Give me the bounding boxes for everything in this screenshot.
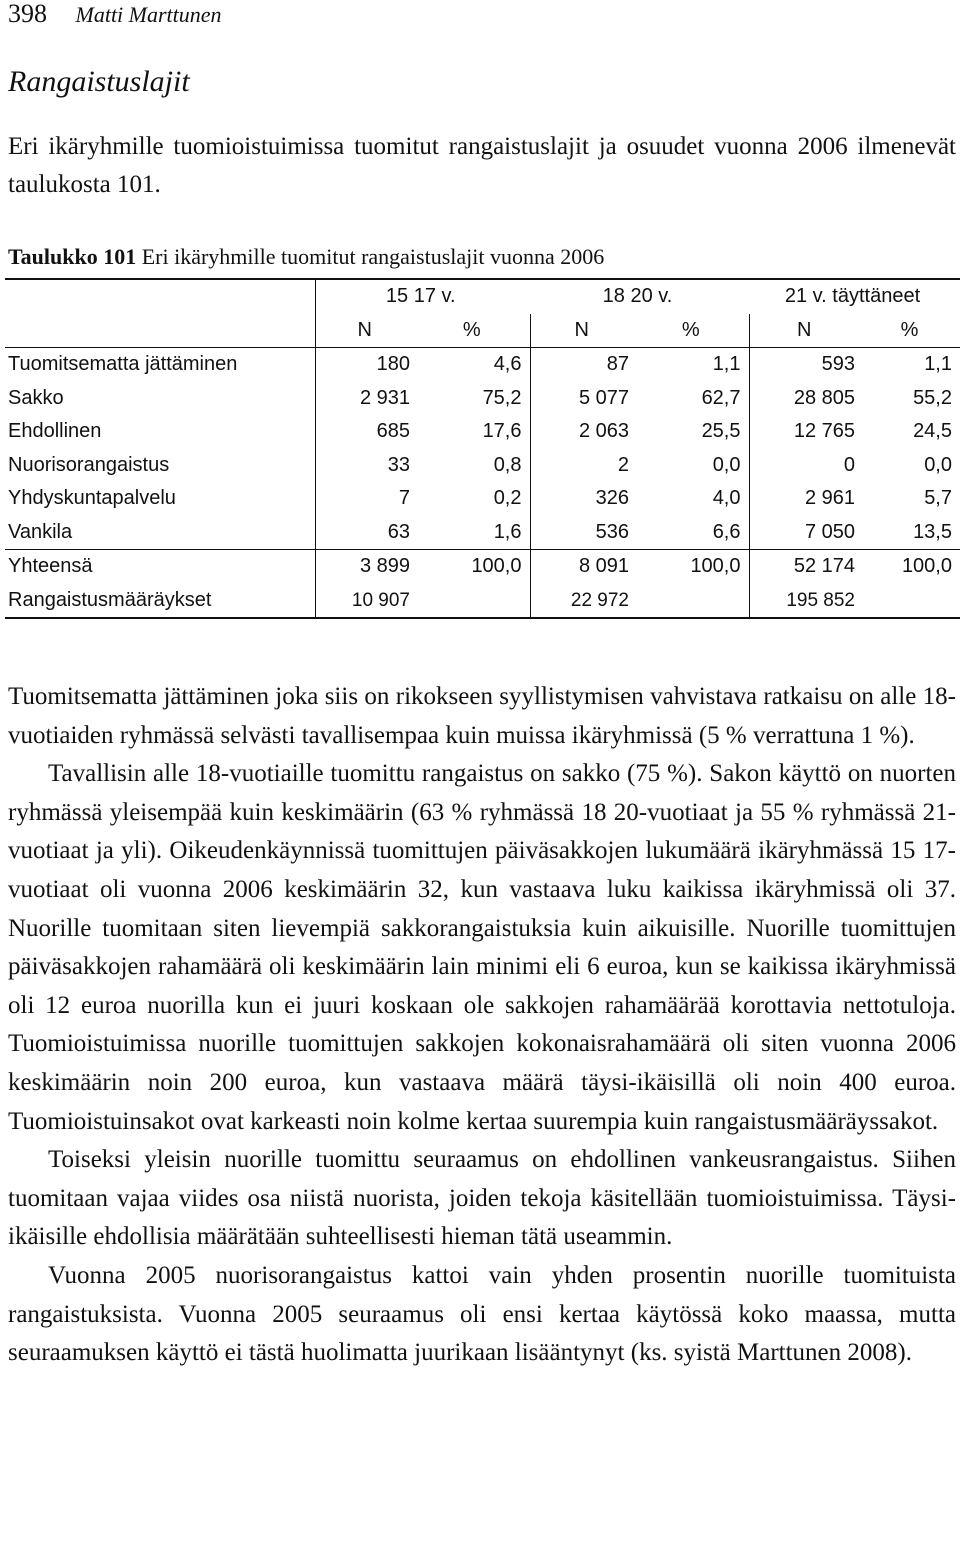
- cell-n: 180: [315, 348, 418, 382]
- section-title: Rangaistuslajit: [8, 65, 190, 98]
- cell-pct: 13,5: [913, 520, 952, 543]
- orders-n: 22 972: [530, 584, 637, 619]
- cell-pct: 6,6: [637, 516, 749, 550]
- running-head-author: Matti Marttunen: [75, 2, 222, 27]
- table-row: [5, 516, 960, 550]
- table-corner-cell: [5, 279, 315, 314]
- cell-pct: 4,6: [418, 348, 530, 382]
- row-label: Tuomitsematta jättäminen: [5, 348, 315, 382]
- table-group-header-row: [5, 279, 960, 314]
- cell-pct: 55,2: [913, 386, 952, 409]
- running-head: [8, 0, 222, 31]
- cell-n: 2 961: [804, 487, 855, 510]
- cell-n: 28 805: [793, 386, 855, 409]
- total-n: 8 091: [530, 550, 637, 584]
- cell-n: 7 050: [804, 520, 855, 543]
- cell-pct: 4,0: [637, 482, 749, 516]
- orders-n: 195 852: [749, 584, 863, 619]
- row-label: Sakko: [5, 382, 315, 416]
- table-caption-text: Eri ikäryhmille tuomitut rangaistuslajit vuonna 2006: [141, 244, 605, 269]
- row-label: Ehdollinen: [5, 415, 315, 449]
- row-label: Vankila: [5, 516, 315, 550]
- table-total-row: [5, 550, 960, 584]
- cell-n: 536: [595, 520, 629, 543]
- cell-pct: 17,6: [418, 415, 530, 449]
- body-paragraph: Vuonna 2005 nuorisorangaistus kattoi vain yhden prosentin nuorille tuomituista rangaistuksista. Vuonna 2005 seuraamus oli ensi kertaa käytössä koko maassa, mutta seuraamuksen käyttö ei tästä huolimatta juurikaan lisääntynyt (ks. syistä Marttunen 2008).: [8, 1261, 956, 1367]
- table-orders-row: [5, 584, 960, 619]
- cell-n: 87: [530, 348, 637, 382]
- cell-pct: 0,8: [418, 449, 530, 483]
- cell-n: 326: [595, 487, 629, 510]
- body-paragraph: Tavallisin alle 18-vuotiaille tuomittu rangaistus on sakko (75 %). Sakon käyttö on nuorten ryhmässä yleisempää kuin keskimäärin (63 % ryhmässä 18 20-vuotiaat ja 55 % ryhmässä 21-vuotiaat ja yli). Oikeudenkäynnissä tuomittujen päiväsakkojen lukumäärä ikäryhmässä 15 17-vuotiaat oli vuonna 2006 keskimäärin 32, kun vastaava luku kaikissa ikäryhmissä oli 37. Nuorille tuomitaan siten lievempiä sakkorangaistuksia kuin aikuisille. Nuorille tuomittujen päiväsakkojen rahamäärä oli keskimäärin lain minimi eli 6 euroa, kun se kaikissa ikäryhmissä oli 12 euroa nuorilla kun ei juuri koskaan ole sakkojen rahamäärää korottavia nettotuloja. Tuomioistuimissa nuorille tuomittujen sakkojen kokonaisrahamäärä oli siten vuonna 2006 keskimäärin noin 200 euroa, kun vastaava määrä täysi-ikäisillä oli noin 400 euroa. Tuomioistuinsakot ovat karkeasti noin kolme kertaa suurempia kuin rangaistusmääräyssakot.: [8, 760, 956, 1135]
- cell-n: 12 765: [793, 420, 855, 443]
- total-n: 3 899: [315, 550, 418, 584]
- total-pct: 100,0: [863, 550, 960, 584]
- subheader-n: N: [797, 318, 812, 341]
- group-header-15-17: 15 17 v.: [315, 279, 530, 314]
- subheader-pct: %: [637, 314, 749, 348]
- cell-pct: 75,2: [418, 382, 530, 416]
- row-label: Nuorisorangaistus: [5, 449, 315, 483]
- table-row: [5, 449, 960, 483]
- cell-n: 0: [843, 453, 855, 476]
- orders-n: 10 907: [315, 584, 418, 619]
- subheader-n: N: [357, 318, 372, 341]
- total-pct: 100,0: [418, 550, 530, 584]
- cell-n: 593: [749, 348, 863, 382]
- page-number: 398: [8, 0, 47, 28]
- cell-pct: 1,1: [863, 348, 960, 382]
- group-header-18-20: 18 20 v.: [530, 279, 749, 314]
- cell-pct: 62,7: [637, 382, 749, 416]
- table-row: [5, 415, 960, 449]
- cell-pct: 0,2: [418, 482, 530, 516]
- body-paragraph: Toiseksi yleisin nuorille tuomittu seuraamus on ehdollinen vankeusrangaistus. Siihen tuomitaan vajaa viides osa niistä nuorista, joiden tekoja käsitellään tuomioistuimissa. Täysi-ikäisille ehdollisia määrätään suhteellisesti hieman tätä useammin.: [8, 1146, 956, 1251]
- cell-n: 685: [376, 420, 410, 443]
- cell-n: 2 063: [578, 420, 629, 443]
- cell-pct: 1,1: [637, 348, 749, 382]
- table-caption-label: Taulukko 101: [8, 244, 137, 269]
- table-row: [5, 382, 960, 416]
- intro-paragraph: Eri ikäryhmille tuomioistuimissa tuomitut rangaistuslajit ja osuudet vuonna 2006 ilmenevät taulukosta 101.: [8, 133, 956, 198]
- table-caption: [8, 240, 604, 274]
- total-label: Yhteensä: [5, 550, 315, 584]
- body-text: [8, 678, 956, 1373]
- cell-n: 33: [387, 453, 410, 476]
- total-n: 52 174: [749, 550, 863, 584]
- cell-pct: 24,5: [913, 420, 952, 443]
- subheader-pct: %: [900, 318, 919, 341]
- cell-n: 2: [617, 453, 629, 476]
- table-subheader-row: [5, 314, 960, 348]
- cell-pct: 5,7: [924, 487, 952, 510]
- row-label: Yhdyskuntapalvelu: [5, 482, 315, 516]
- cell-pct: 0,0: [637, 449, 749, 483]
- cell-n: 5 077: [578, 386, 629, 409]
- table-row: [5, 482, 960, 516]
- cell-pct: 1,6: [418, 516, 530, 550]
- cell-pct: 25,5: [637, 415, 749, 449]
- body-paragraph: Tuomitsematta jättäminen joka siis on rikokseen syyllistymisen vahvistava ratkaisu on alle 18-vuotiaiden ryhmässä selvästi tavallisempaa kuin muissa ikäryhmissä (5 % verrattuna 1 %).: [8, 683, 956, 749]
- sentence-types-table: [5, 278, 960, 619]
- cell-n: 2 931: [359, 386, 410, 409]
- total-pct: 100,0: [637, 550, 749, 584]
- cell-pct: 0,0: [924, 453, 952, 476]
- cell-n: 63: [387, 520, 410, 543]
- group-header-21-plus: 21 v. täyttäneet: [749, 279, 960, 314]
- cell-n: 7: [398, 487, 410, 510]
- table-row: [5, 348, 960, 382]
- orders-label: Rangaistusmääräykset: [5, 584, 315, 619]
- subheader-pct: %: [418, 314, 530, 348]
- subheader-n: N: [574, 318, 589, 341]
